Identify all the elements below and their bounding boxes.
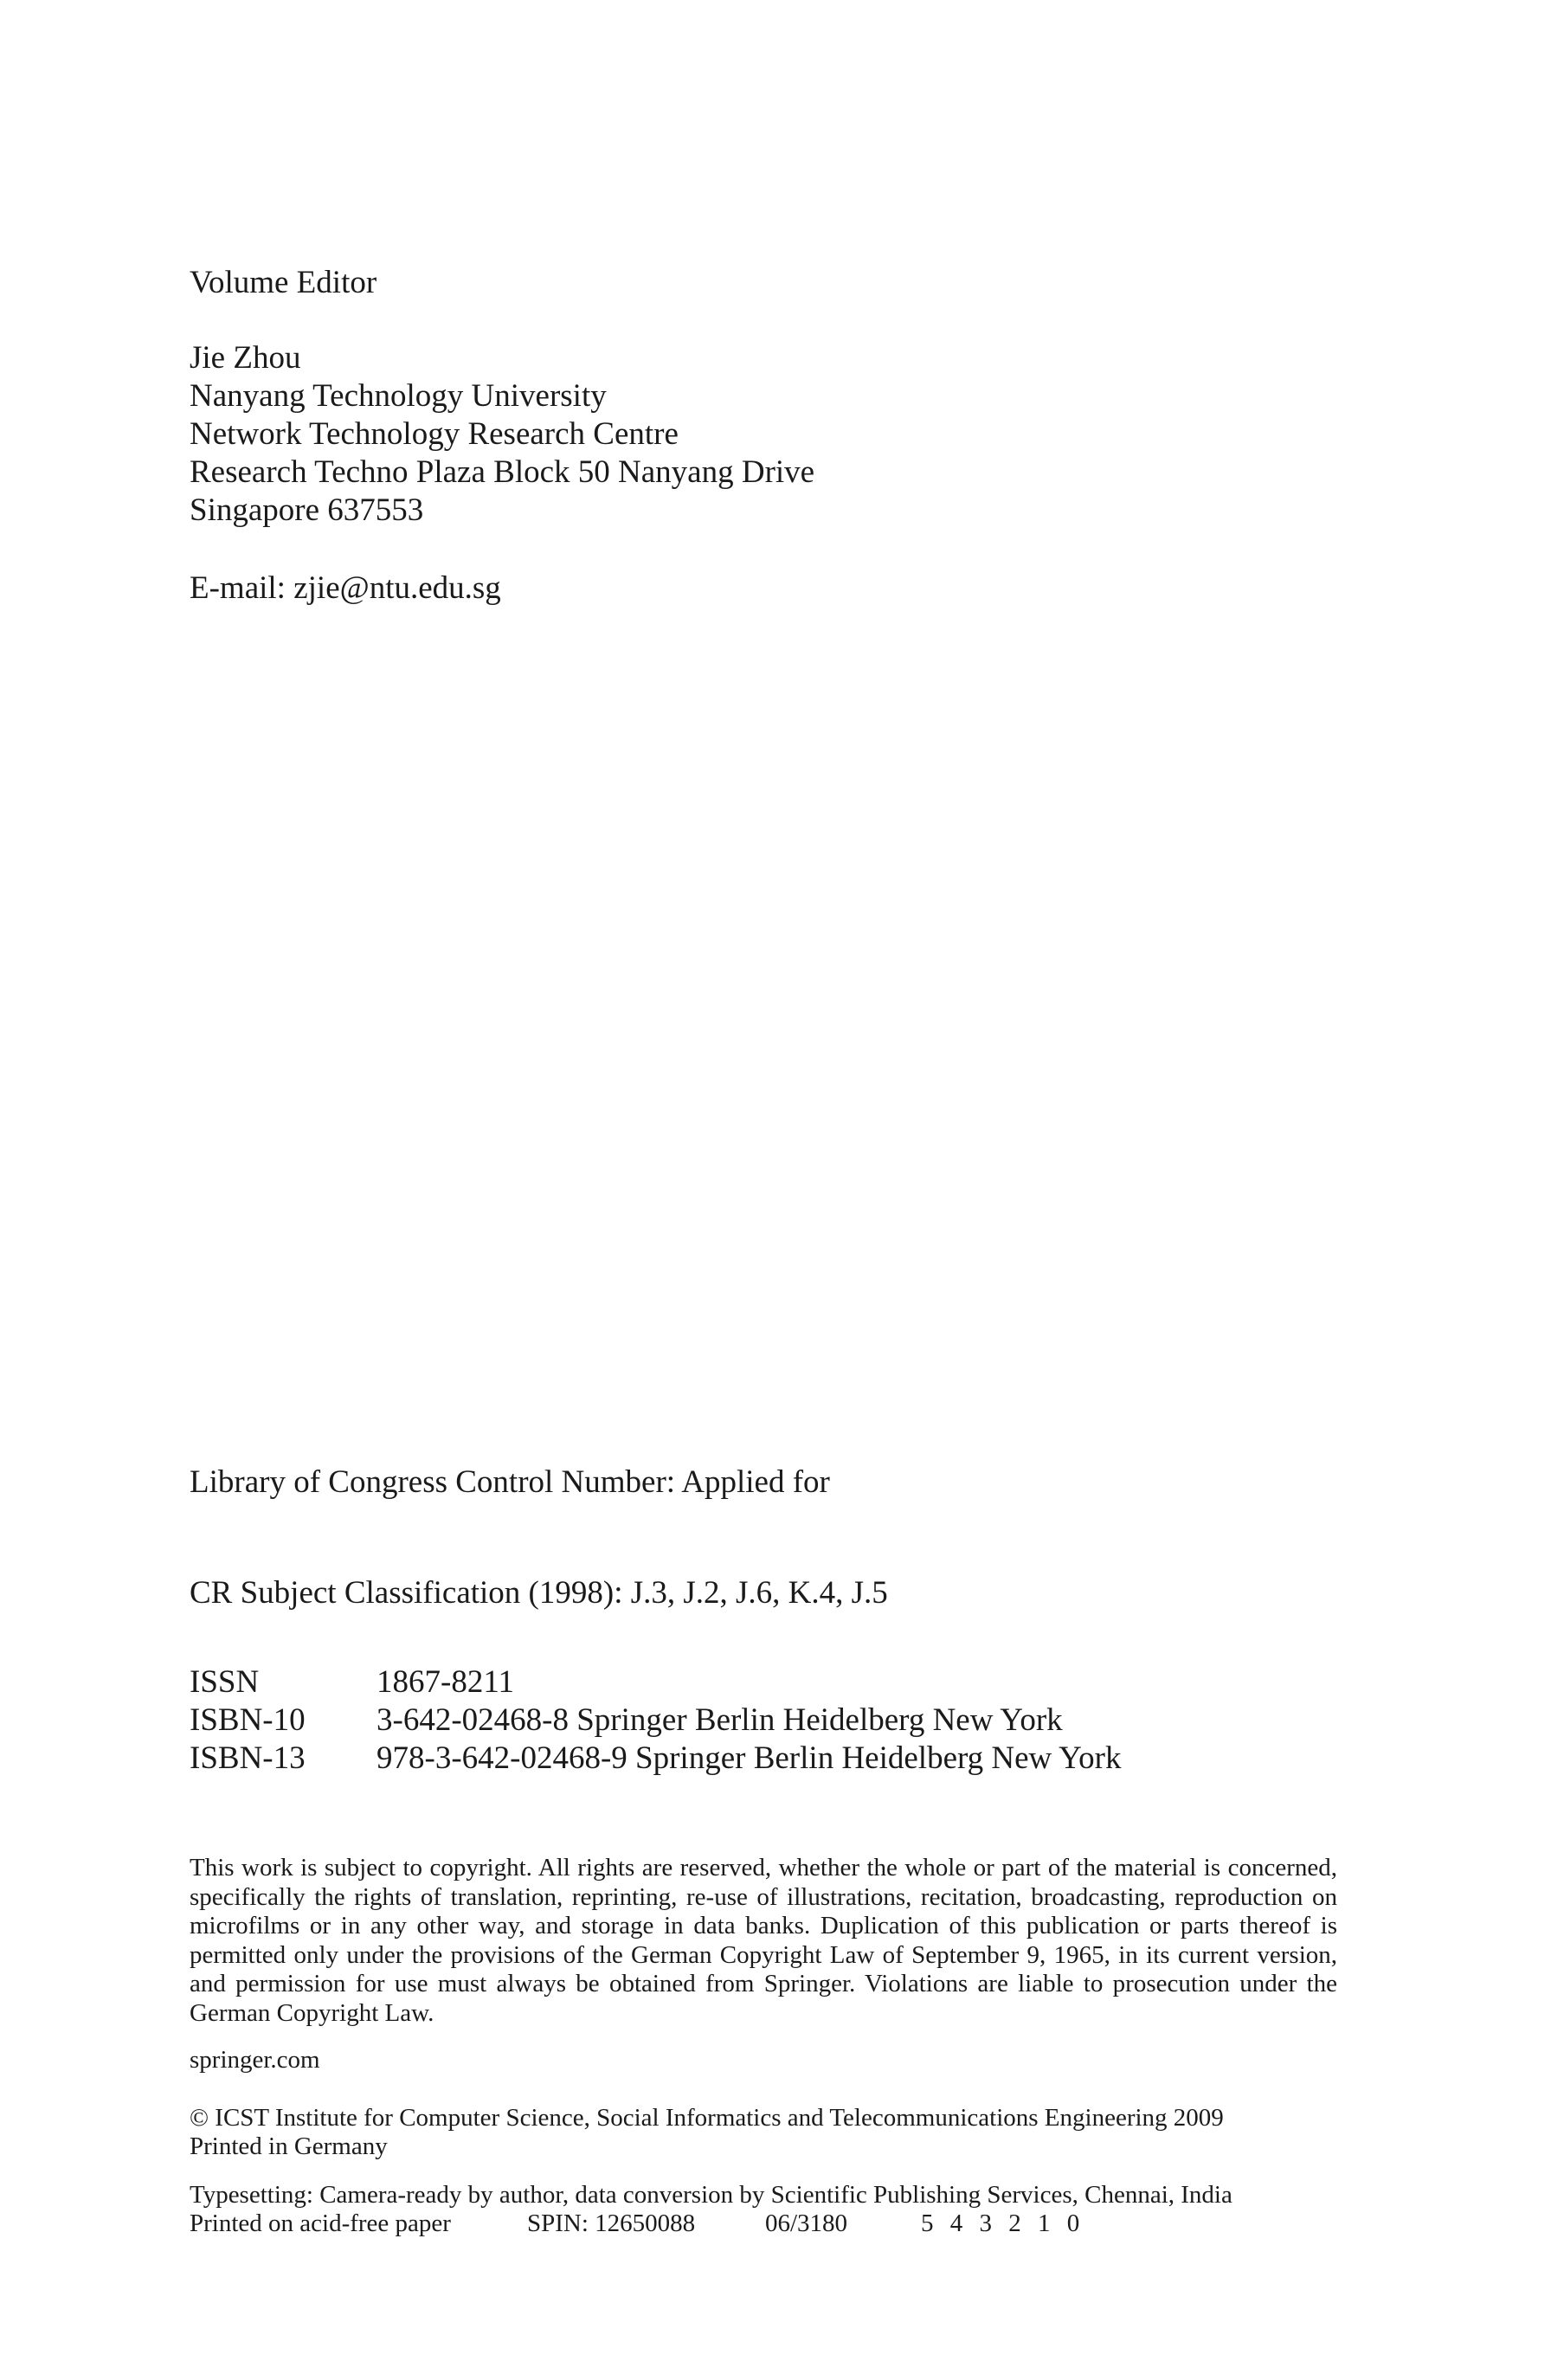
editor-address-line: Research Techno Plaza Block 50 Nanyang Drive [190, 454, 815, 490]
editor-name: Jie Zhou [190, 340, 301, 376]
editor-email: E-mail: zjie@ntu.edu.sg [190, 570, 501, 606]
identifier-row [190, 1740, 1121, 1778]
editor-address-line: Singapore 637553 [190, 492, 424, 528]
identifier-label: ISBN-13 [190, 1740, 306, 1776]
copyright-line: © ICST Institute for Computer Science, Social Informatics and Telecommunications Engineering 2009 [190, 2104, 1224, 2132]
website: springer.com [190, 2046, 320, 2074]
typesetting: Typesetting: Camera-ready by author, data conversion by Scientific Publishing Services, Chennai, India [190, 2181, 1232, 2209]
lccn: Library of Congress Control Number: Applied for [190, 1464, 830, 1500]
print-info [190, 2210, 1084, 2239]
paper-note: Printed on acid-free paper [190, 2210, 451, 2237]
identifier-value: 978-3-642-02468-9 Springer Berlin Heidelberg New York [376, 1740, 1122, 1776]
cr-classification: CR Subject Classification (1998): J.3, J.2, J.6, K.4, J.5 [190, 1575, 888, 1611]
identifier-label: ISSN [190, 1664, 260, 1700]
editor-address-block [190, 339, 814, 530]
identifier-row [190, 1663, 1121, 1701]
identifier-value: 3-642-02468-8 Springer Berlin Heidelberg New York [376, 1702, 1063, 1738]
copyright-notice: This work is subject to copyright. All rights are reserved, whether the whole or part of the material is concerned, specifically the rights of translation, reprinting, re-use of illustrations, recitation, broadcasting, reproduction on microfilms or in any other way, and storage in data banks. Duplication of this publication or parts thereof is permitted only under the provisions of the German Copyright Law of September 9, 1965, in its current version, and permission for use must always be obtained from Springer. Violations are liable to prosecution under the German Copyright Law. [190, 1854, 1337, 2027]
editor-address-line: Nanyang Technology University [190, 378, 607, 414]
printed-in: Printed in Germany [190, 2132, 388, 2160]
identifier-value: 1867-8211 [376, 1664, 514, 1700]
spin-number: SPIN: 12650088 [527, 2210, 696, 2237]
identifier-label: ISBN-10 [190, 1702, 306, 1738]
identifier-row [190, 1701, 1121, 1740]
editor-address-line: Network Technology Research Centre [190, 416, 679, 452]
printing-numbers: 5 4 3 2 1 0 [921, 2210, 1085, 2237]
volume-editor-heading: Volume Editor [190, 265, 377, 300]
identifier-table [190, 1663, 1121, 1778]
print-code: 06/3180 [765, 2210, 848, 2237]
